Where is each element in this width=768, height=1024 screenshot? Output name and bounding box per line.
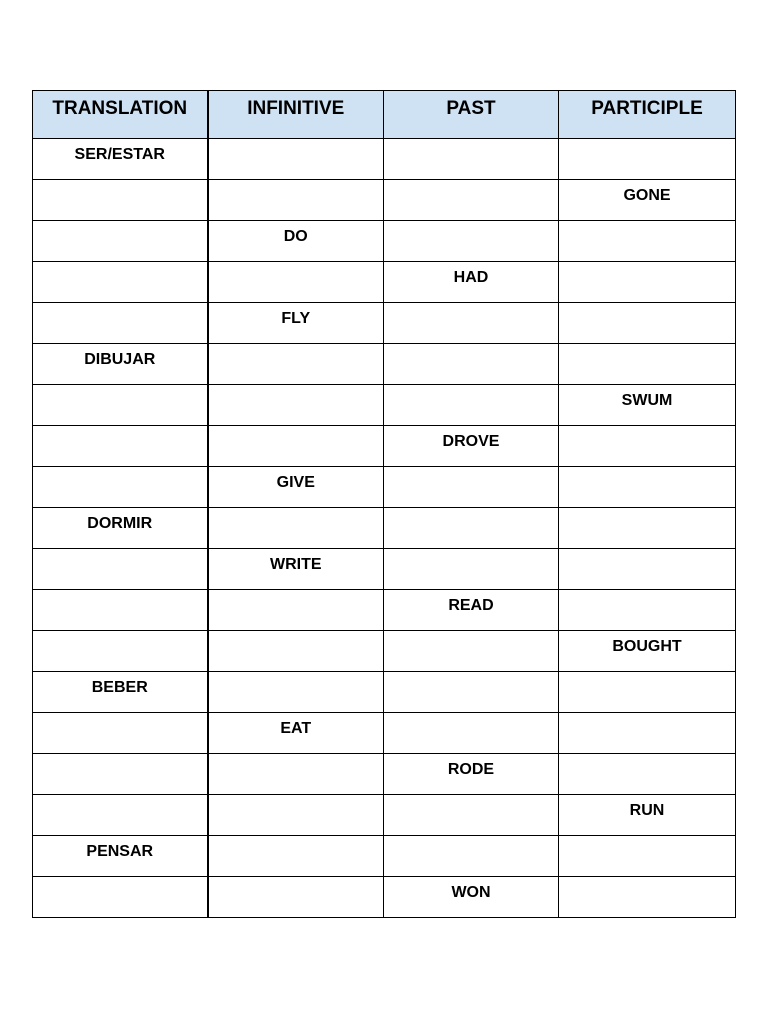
header-participle: PARTICIPLE [559,91,736,139]
cell-translation [33,180,208,221]
table-row [33,467,736,508]
cell-past: RODE [384,754,559,795]
cell-translation [33,221,208,262]
table-row [33,754,736,795]
table-row [33,303,736,344]
cell-participle [559,672,736,713]
cell-infinitive [208,139,384,180]
table-row [33,549,736,590]
cell-infinitive: DO [208,221,384,262]
cell-past [384,508,559,549]
table-row [33,139,736,180]
cell-participle [559,549,736,590]
cell-infinitive [208,180,384,221]
cell-participle [559,508,736,549]
cell-past [384,221,559,262]
cell-translation [33,303,208,344]
cell-translation [33,549,208,590]
cell-past [384,713,559,754]
cell-participle [559,139,736,180]
cell-infinitive [208,672,384,713]
verb-table [32,90,736,918]
cell-past: WON [384,877,559,918]
table-row [33,426,736,467]
cell-infinitive [208,631,384,672]
table-row [33,221,736,262]
cell-translation [33,467,208,508]
cell-past [384,549,559,590]
cell-translation [33,631,208,672]
cell-infinitive: GIVE [208,467,384,508]
cell-translation [33,590,208,631]
cell-participle: GONE [559,180,736,221]
cell-past [384,180,559,221]
cell-translation [33,262,208,303]
cell-translation [33,713,208,754]
cell-translation [33,795,208,836]
cell-infinitive [208,385,384,426]
cell-translation: PENSAR [33,836,208,877]
cell-past [384,672,559,713]
cell-infinitive [208,877,384,918]
cell-infinitive: FLY [208,303,384,344]
cell-translation: DORMIR [33,508,208,549]
cell-past: DROVE [384,426,559,467]
cell-past: HAD [384,262,559,303]
cell-translation [33,426,208,467]
cell-infinitive: WRITE [208,549,384,590]
cell-participle: SWUM [559,385,736,426]
cell-translation: BEBER [33,672,208,713]
table-row [33,713,736,754]
cell-translation: SER/ESTAR [33,139,208,180]
cell-participle [559,754,736,795]
cell-past [384,795,559,836]
header-infinitive: INFINITIVE [208,91,384,139]
table-body [33,139,736,918]
cell-infinitive: EAT [208,713,384,754]
cell-past [384,467,559,508]
cell-participle [559,221,736,262]
cell-participle [559,590,736,631]
cell-participle [559,262,736,303]
cell-infinitive [208,836,384,877]
table-row [33,877,736,918]
table-row [33,836,736,877]
cell-participle [559,303,736,344]
header-past: PAST [384,91,559,139]
cell-past: READ [384,590,559,631]
cell-past [384,836,559,877]
cell-participle [559,836,736,877]
cell-infinitive [208,508,384,549]
table-row [33,262,736,303]
cell-participle [559,467,736,508]
cell-infinitive [208,426,384,467]
cell-participle [559,426,736,467]
cell-participle [559,344,736,385]
cell-translation [33,754,208,795]
cell-past [384,385,559,426]
cell-past [384,344,559,385]
cell-past [384,631,559,672]
table-row [33,795,736,836]
cell-participle: BOUGHT [559,631,736,672]
cell-past [384,139,559,180]
table-row [33,631,736,672]
cell-participle [559,877,736,918]
header-row [33,91,736,139]
table-row [33,590,736,631]
table-row [33,672,736,713]
table-row [33,508,736,549]
cell-infinitive [208,754,384,795]
cell-past [384,303,559,344]
table-row [33,344,736,385]
cell-translation: DIBUJAR [33,344,208,385]
table-row [33,385,736,426]
cell-participle [559,713,736,754]
cell-infinitive [208,262,384,303]
cell-infinitive [208,344,384,385]
cell-translation [33,877,208,918]
cell-participle: RUN [559,795,736,836]
cell-infinitive [208,590,384,631]
cell-infinitive [208,795,384,836]
header-translation: TRANSLATION [33,91,208,139]
cell-translation [33,385,208,426]
table-row [33,180,736,221]
